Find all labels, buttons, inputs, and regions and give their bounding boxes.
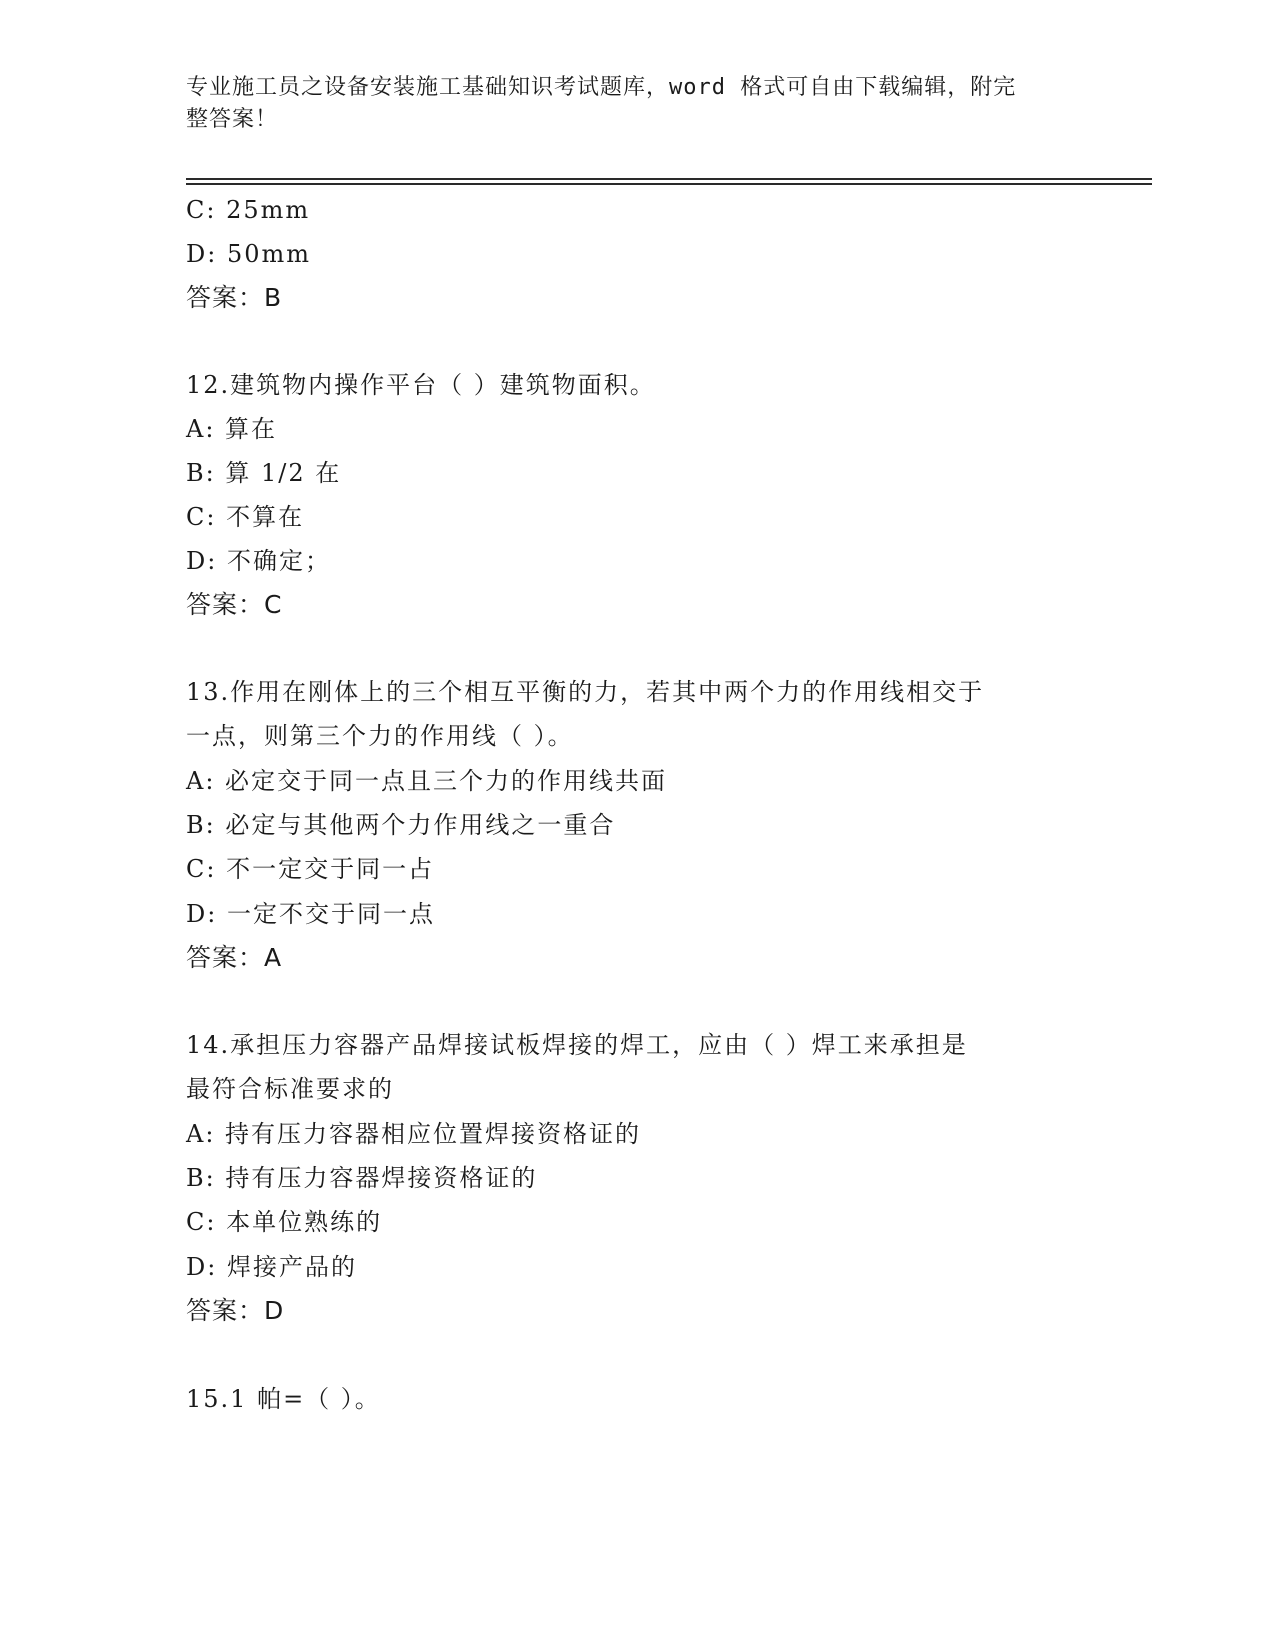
q14-stem-line-2: 最符合标准要求的 [186,1075,394,1103]
q11-option-d: D: 50mm [186,240,312,268]
q13-stem-line-2: 一点，则第三个力的作用线（ ）。 [186,722,574,750]
header-line-2: 整答案！ [186,107,279,132]
q14-answer [186,1295,284,1327]
q14-option-a: A: 持有压力容器相应位置焊接资格证的 [186,1120,642,1148]
document-header [186,72,1066,136]
header-divider-top [186,178,1152,180]
answer-value: D [264,1296,285,1325]
answer-value: C [264,590,283,619]
answer-label: 答案： [186,943,265,972]
q15-stem: 15.1 帕=（ ）。 [186,1385,381,1413]
answer-value: A [264,943,283,972]
q12-option-a: A: 算在 [186,415,278,443]
answer-label: 答案： [186,283,265,312]
header-line-1: 专业施工员之设备安装施工基础知识考试题库，word 格式可自由下载编辑，附完 [186,75,1017,100]
answer-label: 答案： [186,1296,265,1325]
q13-answer [186,942,282,974]
q14-option-d: D: 焊接产品的 [186,1253,357,1281]
q13-stem-line-1: 13.作用在刚体上的三个相互平衡的力，若其中两个力的作用线相交于 [186,678,985,706]
q13-option-b: B: 必定与其他两个力作用线之一重合 [186,811,616,839]
q12-option-b: B: 算 1/2 在 [186,459,342,487]
q13-option-c: C: 不一定交于同一占 [186,855,435,883]
header-divider-bottom [186,183,1152,185]
q13-option-d: D: 一定不交于同一点 [186,900,435,928]
q11-answer [186,282,282,314]
q12-option-c: C: 不算在 [186,503,305,531]
q13-option-a: A: 必定交于同一点且三个力的作用线共面 [186,767,668,795]
answer-label: 答案： [186,590,265,619]
q14-stem-line-1: 14.承担压力容器产品焊接试板焊接的焊工，应由（ ）焊工来承担是 [186,1031,968,1059]
q12-answer [186,589,282,621]
answer-value: B [264,283,283,312]
q14-option-c: C: 本单位熟练的 [186,1208,383,1236]
q12-option-d: D: 不确定； [186,547,331,575]
q12-stem: 12.建筑物内操作平台（ ）建筑物面积。 [186,371,656,399]
q14-option-b: B: 持有压力容器焊接资格证的 [186,1164,538,1192]
q11-option-c: C: 25mm [186,196,311,224]
